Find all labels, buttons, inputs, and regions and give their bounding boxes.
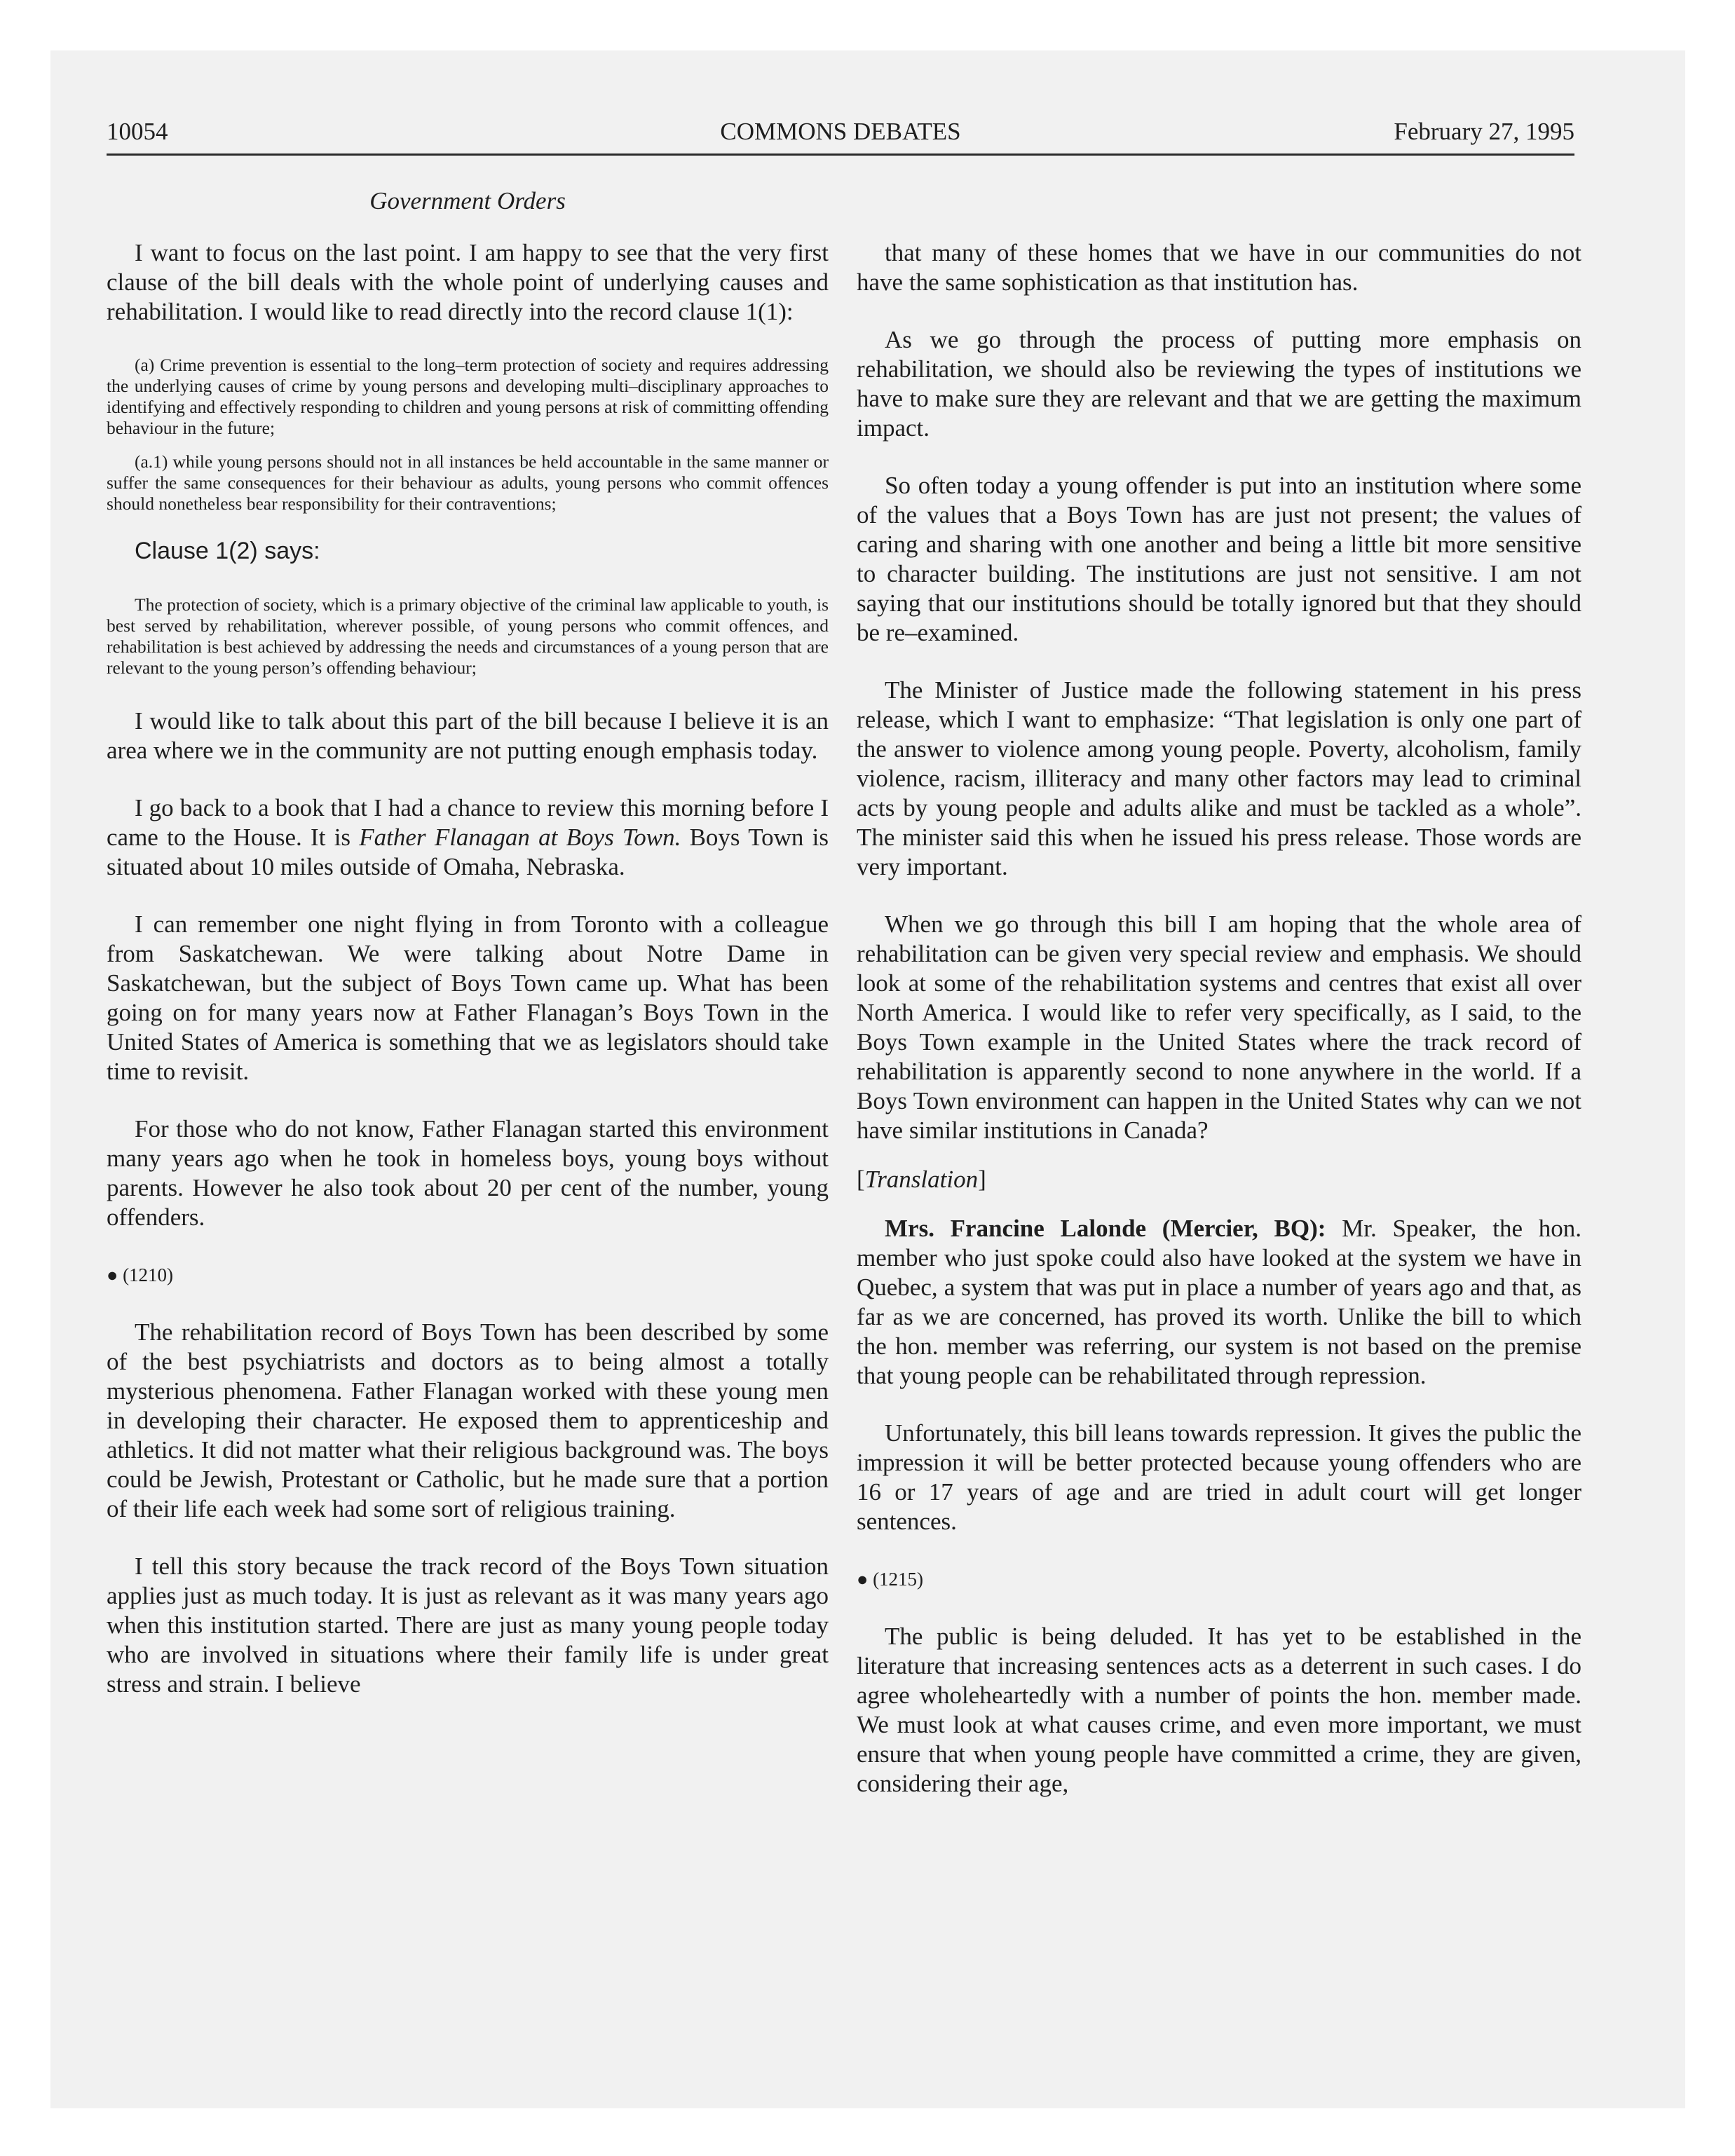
publication-title: COMMONS DEBATES (720, 118, 961, 145)
paragraph: I tell this story because the track record of the Boys Town situation applies just as much today. It is just as relevant as it was many years ago when this institution started. There are just as many young people today who are involved in situations where their family life is under great stress and strain. I believe (107, 1553, 829, 1698)
header-rule (107, 153, 1574, 156)
left-column (107, 238, 829, 1699)
paragraph: I want to focus on the last point. I am happy to see that the very first clause of the bill deals with the whole point of underlying causes and rehabilitation. I would like to read directly into the record clause 1(1): (107, 239, 829, 325)
bullet-icon: ● (857, 1569, 869, 1590)
time-marker-label: (1215) (873, 1569, 924, 1590)
section-heading: Government Orders (369, 187, 566, 214)
bracket-close: ] (978, 1166, 986, 1193)
paragraph (107, 793, 829, 882)
bullet-icon: ● (107, 1264, 118, 1285)
paragraph: So often today a young offender is put into an institution where some of the values that a Boys Town has are just not present; the values of caring and sharing with one another and being a little bit more sensitive to character building. The institutions are just not sensitive. I am not saying that our institutions should be totally ignored but that they should be re–examined. (857, 472, 1581, 646)
paragraph: The public is being deluded. It has yet to be established in the literature that increasing sentences acts as a deterrent in such cases. I do agree wholeheartedly with a number of points the hon. member made. We must look at what causes crime, and even more important, we must ensure that when young people have committed a crime, they are given, considering their age, (857, 1623, 1581, 1797)
speech-paragraph (857, 1214, 1581, 1391)
page-number: 10054 (107, 118, 168, 145)
translation-note (857, 1165, 1581, 1194)
quoted-clause-a1: (a.1) while young persons should not in all instances be held accountable in the same manner or suffer the same consequences for their behaviour as adults, young persons who commit offences should nonetheless bear responsibility for their contraventions; (107, 451, 829, 514)
time-marker (857, 1564, 1581, 1594)
paragraph-text: Boys Town is situated about 10 miles outside of Omaha, Nebraska. (107, 824, 829, 880)
paragraph: The rehabilitation record of Boys Town has been described by some of the best psychiatrists and doctors as to being almost a totally mysterious phenomena. Father Flanagan worked with these young men in developing their character. He exposed them to apprenticeship and athletics. It did not matter what their religious background was. The boys could be Jewish, Protestant or Catholic, but he made sure that a portion of their life each week had some sort of religious training. (107, 1318, 829, 1522)
page-header (107, 111, 1574, 153)
quoted-clause-a: (a) Crime prevention is essential to the long–term protection of society and requires addressing the underlying causes of crime by young persons and developing multi–disciplinary approaches to identifying and effectively responding to children and young persons at risk of committing offending behaviour in the future; (107, 355, 829, 438)
speech-text: Mr. Speaker, the hon. member who just spoke could also have looked at the system we have in Quebec, a system that was put in place a number of years ago and that, as far as we are concerned, has proved its worth. Unlike the bill to which the hon. member was referring, our system is not based on the premise that young people can be rehabilitated through repression. (857, 1215, 1581, 1389)
paragraph: When we go through this bill I am hoping that the whole area of rehabilitation can be given very special review and emphasis. We should look at some of the rehabilitation systems and centres that exist all over North America. I would like to refer very specifically, as I said, to the Boys Town example in the United States where the track record of rehabilitation is apparently second to none anywhere in the world. If a Boys Town environment can happen in the United States why can we not have similar institutions in Canada? (857, 910, 1581, 1144)
paragraph: I can remember one night flying in from Toronto with a colleague from Saskatchewan. We were talking about Notre Dame in Saskatchewan, but the subject of Boys Town came up. What has been going on for many years now at Father Flanagan’s Boys Town in the United States of America is something that we as legislators should take time to revisit. (107, 910, 829, 1085)
bracket-open: [ (857, 1166, 865, 1193)
book-title: Father Flanagan at Boys Town. (359, 824, 681, 851)
clause-lead: Clause 1(2) says: (135, 538, 320, 564)
paragraph: For those who do not know, Father Flanagan started this environment many years ago when he took in homeless boys, young boys without parents. However he also took about 20 per cent of the number, young offenders. (107, 1115, 829, 1231)
quoted-clause-1-2: The protection of society, which is a primary objective of the criminal law applicable to youth, is best served by rehabilitation, wherever possible, of young persons who commit offences, and rehabilitation is best achieved by addressing the needs and circumstances of a young person that are relevant to the young person’s offending behaviour; (107, 594, 829, 678)
publication-date: February 27, 1995 (1394, 118, 1574, 145)
time-marker-label: (1210) (123, 1264, 174, 1285)
paragraph: Unfortunately, this bill leans towards repression. It gives the public the impression it will be better protected because young offenders who are 16 or 17 years of age and are tried in adult court will get longer sentences. (857, 1419, 1581, 1535)
paragraph: I would like to talk about this part of the bill because I believe it is an area where we in the community are not putting enough emphasis today. (107, 707, 829, 764)
paragraph: As we go through the process of putting more emphasis on rehabilitation, we should also be reviewing the types of institutions we have to make sure they are relevant and that we are getting the maximum impact. (857, 326, 1581, 442)
paragraph-text: I go back to a book that I had a chance to review this morning before I came to the House. It is (107, 794, 829, 851)
paragraph: that many of these homes that we have in our communities do not have the same sophistication as that institution has. (857, 239, 1581, 296)
right-column (857, 238, 1581, 1799)
time-marker (107, 1260, 829, 1290)
translation-label: Translation (864, 1166, 979, 1193)
paragraph: The Minister of Justice made the following statement in his press release, which I want to emphasize: “That legislation is only one part of the answer to violence among young people. Poverty, alcoholism, family violence, racism, illiteracy and many other factors may lead to criminal acts by young people and adults alike and must be tackled as a whole”. The minister said this when he issued his press release. Those words are very important. (857, 676, 1581, 880)
speaker-name: Mrs. Francine Lalonde (Mercier, BQ): (885, 1215, 1326, 1242)
